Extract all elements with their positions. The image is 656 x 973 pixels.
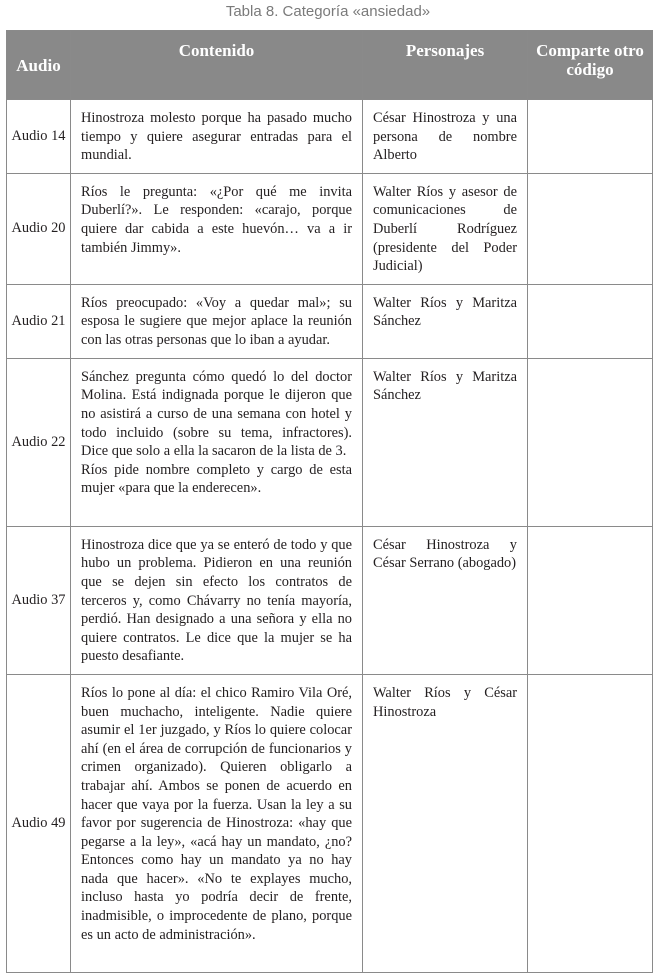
header-personajes: Personajes — [363, 31, 528, 100]
header-audio: Audio — [7, 31, 71, 100]
contenido-cell — [71, 358, 363, 526]
table-row — [7, 674, 653, 972]
contenido-cell — [71, 526, 363, 674]
contenido-paragraph: Ríos pide nombre completo y cargo de esta mujer «para que la enderecen». — [81, 461, 352, 497]
audio-cell: Audio 22 — [7, 358, 71, 526]
comparte-cell — [528, 358, 653, 526]
contenido-cell — [71, 173, 363, 284]
audio-cell: Audio 20 — [7, 173, 71, 284]
contenido-cell — [71, 284, 363, 358]
table-row — [7, 358, 653, 526]
table-row — [7, 526, 653, 674]
audio-cell: Audio 49 — [7, 674, 71, 972]
table-row — [7, 173, 653, 284]
comparte-cell — [528, 100, 653, 174]
personajes-cell: Walter Ríos y César Hinostroza — [363, 674, 528, 972]
contenido-paragraph: Ríos le pregunta: «¿Por qué me invita Duberlí?». Le responden: «carajo, porque quiere dar cabida a este huevón… va a ir también Jimmy». — [81, 183, 352, 256]
audio-cell: Audio 21 — [7, 284, 71, 358]
table-row — [7, 100, 653, 174]
contenido-cell — [71, 100, 363, 174]
comparte-cell — [528, 674, 653, 972]
personajes-cell: César Hinostroza y una persona de nombre Alberto — [363, 100, 528, 174]
comparte-cell — [528, 173, 653, 284]
header-contenido: Contenido — [71, 31, 363, 100]
personajes-cell: Walter Ríos y asesor de comunicaciones de Duberlí Rodríguez (presidente del Poder Judicial) — [363, 173, 528, 284]
personajes-cell: Walter Ríos y Maritza Sánchez — [363, 284, 528, 358]
contenido-paragraph: Hinostroza dice que ya se enteró de todo y que hubo un problema. Pidieron en una reunión que se dejen sin efecto los contratos de terceros y, como Chávarry no tenía mayoría, perdió. Han designado a una señora y ella no quiere contratos. Le dice que la mujer se ha puesto desafiante. — [81, 536, 352, 665]
audio-cell: Audio 14 — [7, 100, 71, 174]
header-comparte: Comparte otro código — [528, 31, 653, 100]
contenido-paragraph: Sánchez pregunta cómo quedó lo del doctor Molina. Está indignada porque le dijeron que no asistirá a curso de una semana con hotel y todo incluido (sobre su tema, infractores). Dice que solo a ella la sacaron de la lista de 3. — [81, 368, 352, 460]
personajes-cell: César Hinostroza y César Serrano (abogado) — [363, 526, 528, 674]
comparte-cell — [528, 284, 653, 358]
contenido-paragraph: Ríos preocupado: «Voy a quedar mal»; su esposa le sugiere que mejor aplace la reunión con las otras personas que lo iban a ayudar. — [81, 294, 352, 348]
contenido-paragraph: Ríos lo pone al día: el chico Ramiro Vila Oré, buen muchacho, inteligente. Nadie quiere asumir el 1er juzgado, y Ríos lo quiere colocar ahí (en el área de corrupción de funcionarios y crimen organizado). Quieren obligarlo a trabajar ahí. Ambos se ponen de acuerdo en hacer que vaya por la fuerza. Usan la ley a su favor por sugerencia de Hinostroza: «hay que pegarse a la ley», «acá hay un mandato, ¿no? Entonces como hay un mandato ya no hay nada que hacer». «No te explayes mucho, incluso hasta yo podría decir de frente, inadmisible, o improcedente de plano, porque es un acto de administración». — [81, 684, 352, 943]
table-caption: Tabla 8. Categoría «ansiedad» — [225, 3, 431, 20]
contenido-paragraph: Hinostroza molesto porque ha pasado mucho tiempo y quiere asegurar entradas para el mundial. — [81, 110, 352, 164]
personajes-cell: Walter Ríos y Maritza Sánchez — [363, 358, 528, 526]
comparte-cell — [528, 526, 653, 674]
table-row — [7, 284, 653, 358]
table-header-row — [7, 31, 653, 100]
category-table — [6, 30, 653, 973]
audio-cell: Audio 37 — [7, 526, 71, 674]
contenido-cell — [71, 674, 363, 972]
